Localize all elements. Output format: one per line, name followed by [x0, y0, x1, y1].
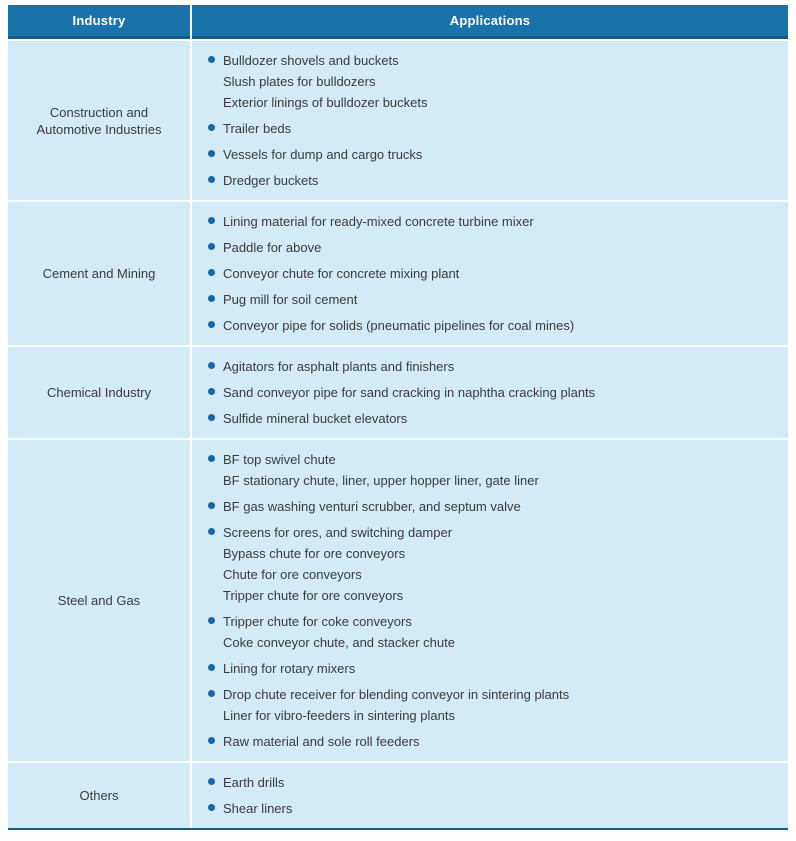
- application-text: Pug mill for soil cement: [223, 292, 358, 307]
- industry-cell: Cement and Mining: [8, 202, 190, 345]
- application-line: [208, 772, 778, 793]
- application-line: [208, 470, 778, 491]
- application-line: [208, 263, 778, 284]
- bullet-icon: [208, 414, 215, 421]
- application-line: [208, 118, 778, 139]
- application-line: [208, 496, 778, 517]
- application-line: [208, 632, 778, 653]
- application-line: [208, 92, 778, 113]
- application-text: Conveyor pipe for solids (pneumatic pipelines for coal mines): [223, 318, 575, 333]
- industry-cell: Others: [8, 763, 190, 828]
- application-group: [208, 798, 778, 819]
- application-line: [208, 289, 778, 310]
- application-group: [208, 263, 778, 284]
- application-text: BF gas washing venturi scrubber, and septum valve: [223, 499, 521, 514]
- application-text: Bypass chute for ore conveyors: [223, 546, 406, 561]
- application-line: [208, 211, 778, 232]
- application-text: Vessels for dump and cargo trucks: [223, 147, 423, 162]
- application-group: [208, 170, 778, 191]
- application-text: Liner for vibro-feeders in sintering plants: [223, 708, 455, 723]
- application-text: BF top swivel chute: [223, 452, 336, 467]
- application-group: [208, 449, 778, 491]
- bullet-icon: [208, 56, 215, 63]
- application-group: [208, 658, 778, 679]
- bullet-icon: [208, 217, 215, 224]
- bullet-icon: [208, 804, 215, 811]
- application-text: Sand conveyor pipe for sand cracking in naphtha cracking plants: [223, 385, 596, 400]
- application-line: [208, 237, 778, 258]
- application-text: Sulfide mineral bucket elevators: [223, 411, 408, 426]
- industry-cell: Chemical Industry: [8, 347, 190, 438]
- bullet-icon: [208, 502, 215, 509]
- applications-cell: [192, 202, 788, 345]
- application-group: [208, 315, 778, 336]
- application-group: [208, 211, 778, 232]
- application-group: [208, 684, 778, 726]
- application-line: [208, 705, 778, 726]
- bullet-icon: [208, 617, 215, 624]
- application-group: [208, 144, 778, 165]
- application-text: Drop chute receiver for blending conveyor in sintering plants: [223, 687, 570, 702]
- table-row: [8, 41, 788, 200]
- application-text: Dredger buckets: [223, 173, 319, 188]
- application-text: Trailer beds: [223, 121, 292, 136]
- bullet-icon: [208, 295, 215, 302]
- bullet-icon: [208, 243, 215, 250]
- bullet-icon: [208, 150, 215, 157]
- application-line: [208, 543, 778, 564]
- bullet-icon: [208, 690, 215, 697]
- application-line: [208, 798, 778, 819]
- application-group: [208, 408, 778, 429]
- table-header-row: [8, 5, 788, 39]
- application-group: [208, 731, 778, 752]
- application-group: [208, 522, 778, 606]
- application-line: [208, 585, 778, 606]
- industry-cell: Steel and Gas: [8, 440, 190, 761]
- application-line: [208, 170, 778, 191]
- application-group: [208, 237, 778, 258]
- table-row: [8, 347, 788, 438]
- column-header-industry: Industry: [8, 5, 190, 39]
- application-text: Earth drills: [223, 775, 285, 790]
- application-text: Conveyor chute for concrete mixing plant: [223, 266, 460, 281]
- application-text: Screens for ores, and switching damper: [223, 525, 453, 540]
- bullet-icon: [208, 176, 215, 183]
- application-group: [208, 356, 778, 377]
- application-text: Bulldozer shovels and buckets: [223, 53, 399, 68]
- bullet-icon: [208, 321, 215, 328]
- bullet-icon: [208, 778, 215, 785]
- table-row: [8, 763, 788, 828]
- bullet-icon: [208, 362, 215, 369]
- application-line: [208, 315, 778, 336]
- application-group: [208, 118, 778, 139]
- application-group: [208, 289, 778, 310]
- application-text: Shear liners: [223, 801, 293, 816]
- applications-cell: [192, 763, 788, 828]
- application-line: [208, 658, 778, 679]
- application-line: [208, 449, 778, 470]
- application-line: [208, 522, 778, 543]
- application-line: [208, 684, 778, 705]
- applications-cell: [192, 440, 788, 761]
- application-text: Tripper chute for coke conveyors: [223, 614, 412, 629]
- application-text: Chute for ore conveyors: [223, 567, 362, 582]
- application-line: [208, 382, 778, 403]
- bullet-icon: [208, 388, 215, 395]
- application-text: BF stationary chute, liner, upper hopper liner, gate liner: [223, 473, 539, 488]
- bullet-icon: [208, 455, 215, 462]
- application-group: [208, 50, 778, 113]
- application-group: [208, 772, 778, 793]
- application-group: [208, 611, 778, 653]
- industry-cell: Construction and Automotive Industries: [8, 41, 190, 200]
- column-header-applications: Applications: [192, 5, 788, 39]
- table-bottom-rule: [8, 828, 788, 830]
- application-group: [208, 496, 778, 517]
- bullet-icon: [208, 124, 215, 131]
- application-text: Exterior linings of bulldozer buckets: [223, 95, 428, 110]
- application-text: Agitators for asphalt plants and finishers: [223, 359, 455, 374]
- bullet-icon: [208, 528, 215, 535]
- application-group: [208, 382, 778, 403]
- application-text: Lining for rotary mixers: [223, 661, 356, 676]
- application-line: [208, 50, 778, 71]
- application-text: Raw material and sole roll feeders: [223, 734, 420, 749]
- application-line: [208, 564, 778, 585]
- bullet-icon: [208, 269, 215, 276]
- bullet-icon: [208, 737, 215, 744]
- application-line: [208, 71, 778, 92]
- table-body: [8, 41, 788, 828]
- application-line: [208, 611, 778, 632]
- application-text: Coke conveyor chute, and stacker chute: [223, 635, 455, 650]
- application-line: [208, 144, 778, 165]
- application-text: Slush plates for bulldozers: [223, 74, 376, 89]
- applications-cell: [192, 347, 788, 438]
- table-row: [8, 440, 788, 761]
- application-line: [208, 731, 778, 752]
- bullet-icon: [208, 664, 215, 671]
- application-text: Paddle for above: [223, 240, 322, 255]
- industry-applications-table: [8, 5, 788, 828]
- application-line: [208, 408, 778, 429]
- applications-cell: [192, 41, 788, 200]
- application-line: [208, 356, 778, 377]
- application-text: Tripper chute for ore conveyors: [223, 588, 404, 603]
- application-text: Lining material for ready-mixed concrete turbine mixer: [223, 214, 534, 229]
- table-row: [8, 202, 788, 345]
